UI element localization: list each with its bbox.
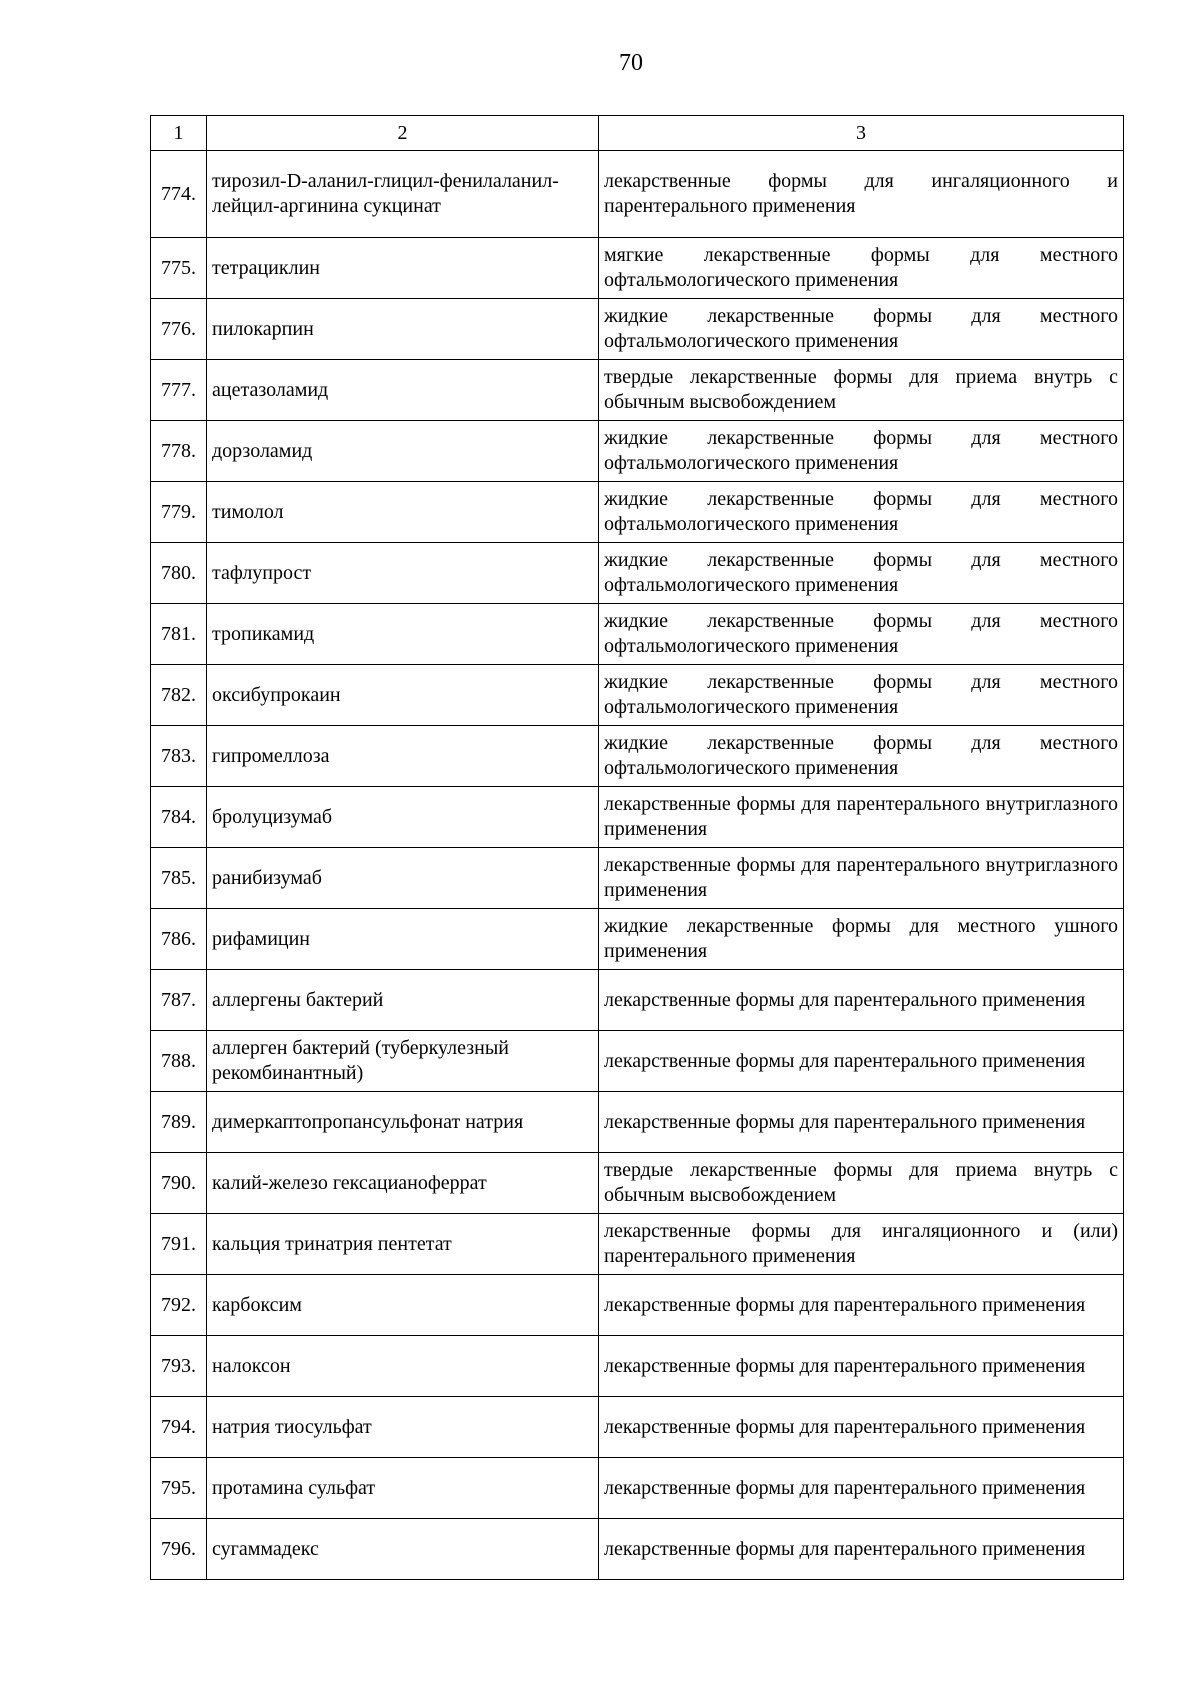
drug-name: налоксон <box>207 1336 599 1397</box>
dosage-form: жидкие лекарственные формы для местного офтальмологического применения <box>599 299 1124 360</box>
drug-table <box>150 115 1124 1580</box>
dosage-form: лекарственные формы для парентерального внутриглазного применения <box>599 787 1124 848</box>
dosage-form: лекарственные формы для парентерального применения <box>599 970 1124 1031</box>
drug-name: карбоксим <box>207 1275 599 1336</box>
row-number: 796. <box>151 1519 207 1580</box>
page-number: 70 <box>619 50 643 76</box>
row-number: 786. <box>151 909 207 970</box>
table-row <box>151 726 1124 787</box>
row-number: 780. <box>151 543 207 604</box>
drug-name: тимолол <box>207 482 599 543</box>
table-row <box>151 151 1124 238</box>
dosage-form: лекарственные формы для парентерального применения <box>599 1092 1124 1153</box>
row-number: 790. <box>151 1153 207 1214</box>
drug-name: бролуцизумаб <box>207 787 599 848</box>
drug-name: пилокарпин <box>207 299 599 360</box>
dosage-form: лекарственные формы для парентерального применения <box>599 1397 1124 1458</box>
row-number: 776. <box>151 299 207 360</box>
row-number: 781. <box>151 604 207 665</box>
drug-name: тафлупрост <box>207 543 599 604</box>
dosage-form: жидкие лекарственные формы для местного офтальмологического применения <box>599 726 1124 787</box>
table-row <box>151 421 1124 482</box>
drug-name: тирозил-D-аланил-глицил-фенилаланил-лейцил-аргинина сукцинат <box>207 151 599 238</box>
column-header-name: 2 <box>207 116 599 151</box>
table-row <box>151 482 1124 543</box>
drug-name: ацетазоламид <box>207 360 599 421</box>
dosage-form: лекарственные формы для ингаляционного и парентерального применения <box>599 151 1124 238</box>
row-number: 783. <box>151 726 207 787</box>
dosage-form: жидкие лекарственные формы для местного офтальмологического применения <box>599 543 1124 604</box>
drug-name: аллергены бактерий <box>207 970 599 1031</box>
drug-name: дорзоламид <box>207 421 599 482</box>
drug-name: тетрациклин <box>207 238 599 299</box>
drug-name: аллерген бактерий (туберкулезный рекомбинантный) <box>207 1031 599 1092</box>
table-row <box>151 1336 1124 1397</box>
table-row <box>151 665 1124 726</box>
row-number: 787. <box>151 970 207 1031</box>
table-row <box>151 360 1124 421</box>
table-row <box>151 787 1124 848</box>
row-number: 784. <box>151 787 207 848</box>
table-row <box>151 909 1124 970</box>
row-number: 774. <box>151 151 207 238</box>
row-number: 793. <box>151 1336 207 1397</box>
dosage-form: жидкие лекарственные формы для местного офтальмологического применения <box>599 604 1124 665</box>
dosage-form: мягкие лекарственные формы для местного офтальмологического применения <box>599 238 1124 299</box>
drug-name: кальция тринатрия пентетат <box>207 1214 599 1275</box>
dosage-form: твердые лекарственные формы для приема внутрь с обычным высвобождением <box>599 1153 1124 1214</box>
row-number: 789. <box>151 1092 207 1153</box>
table-row <box>151 848 1124 909</box>
dosage-form: жидкие лекарственные формы для местного офтальмологического применения <box>599 421 1124 482</box>
dosage-form: твердые лекарственные формы для приема внутрь с обычным высвобождением <box>599 360 1124 421</box>
table-header-row <box>151 116 1124 151</box>
dosage-form: лекарственные формы для парентерального внутриглазного применения <box>599 848 1124 909</box>
table-row <box>151 1275 1124 1336</box>
table-row <box>151 604 1124 665</box>
drug-name: натрия тиосульфат <box>207 1397 599 1458</box>
row-number: 778. <box>151 421 207 482</box>
drug-name: рифамицин <box>207 909 599 970</box>
column-header-number: 1 <box>151 116 207 151</box>
column-header-form: 3 <box>599 116 1124 151</box>
row-number: 782. <box>151 665 207 726</box>
drug-name: ранибизумаб <box>207 848 599 909</box>
dosage-form: лекарственные формы для парентерального применения <box>599 1458 1124 1519</box>
drug-name: гипромеллоза <box>207 726 599 787</box>
row-number: 775. <box>151 238 207 299</box>
table-row <box>151 299 1124 360</box>
table-row <box>151 543 1124 604</box>
drug-name: оксибупрокаин <box>207 665 599 726</box>
drug-name: димеркаптопропансульфонат натрия <box>207 1092 599 1153</box>
table-row <box>151 238 1124 299</box>
drug-name: сугаммадекс <box>207 1519 599 1580</box>
row-number: 777. <box>151 360 207 421</box>
table-row <box>151 1153 1124 1214</box>
table-row <box>151 1092 1124 1153</box>
row-number: 779. <box>151 482 207 543</box>
table-row <box>151 1031 1124 1092</box>
dosage-form: жидкие лекарственные формы для местного офтальмологического применения <box>599 482 1124 543</box>
drug-name: калий-железо гексацианоферрат <box>207 1153 599 1214</box>
dosage-form: лекарственные формы для парентерального применения <box>599 1336 1124 1397</box>
row-number: 788. <box>151 1031 207 1092</box>
row-number: 785. <box>151 848 207 909</box>
dosage-form: жидкие лекарственные формы для местного ушного применения <box>599 909 1124 970</box>
row-number: 792. <box>151 1275 207 1336</box>
drug-name: тропикамид <box>207 604 599 665</box>
table-row <box>151 1519 1124 1580</box>
table-row <box>151 970 1124 1031</box>
row-number: 791. <box>151 1214 207 1275</box>
table-row <box>151 1214 1124 1275</box>
drug-name: протамина сульфат <box>207 1458 599 1519</box>
table-body <box>151 116 1124 1580</box>
table-row <box>151 1458 1124 1519</box>
dosage-form: лекарственные формы для парентерального применения <box>599 1031 1124 1092</box>
dosage-form: лекарственные формы для парентерального применения <box>599 1275 1124 1336</box>
row-number: 795. <box>151 1458 207 1519</box>
dosage-form: лекарственные формы для парентерального применения <box>599 1519 1124 1580</box>
row-number: 794. <box>151 1397 207 1458</box>
dosage-form: лекарственные формы для ингаляционного и (или) парентерального применения <box>599 1214 1124 1275</box>
dosage-form: жидкие лекарственные формы для местного офтальмологического применения <box>599 665 1124 726</box>
table-row <box>151 1397 1124 1458</box>
